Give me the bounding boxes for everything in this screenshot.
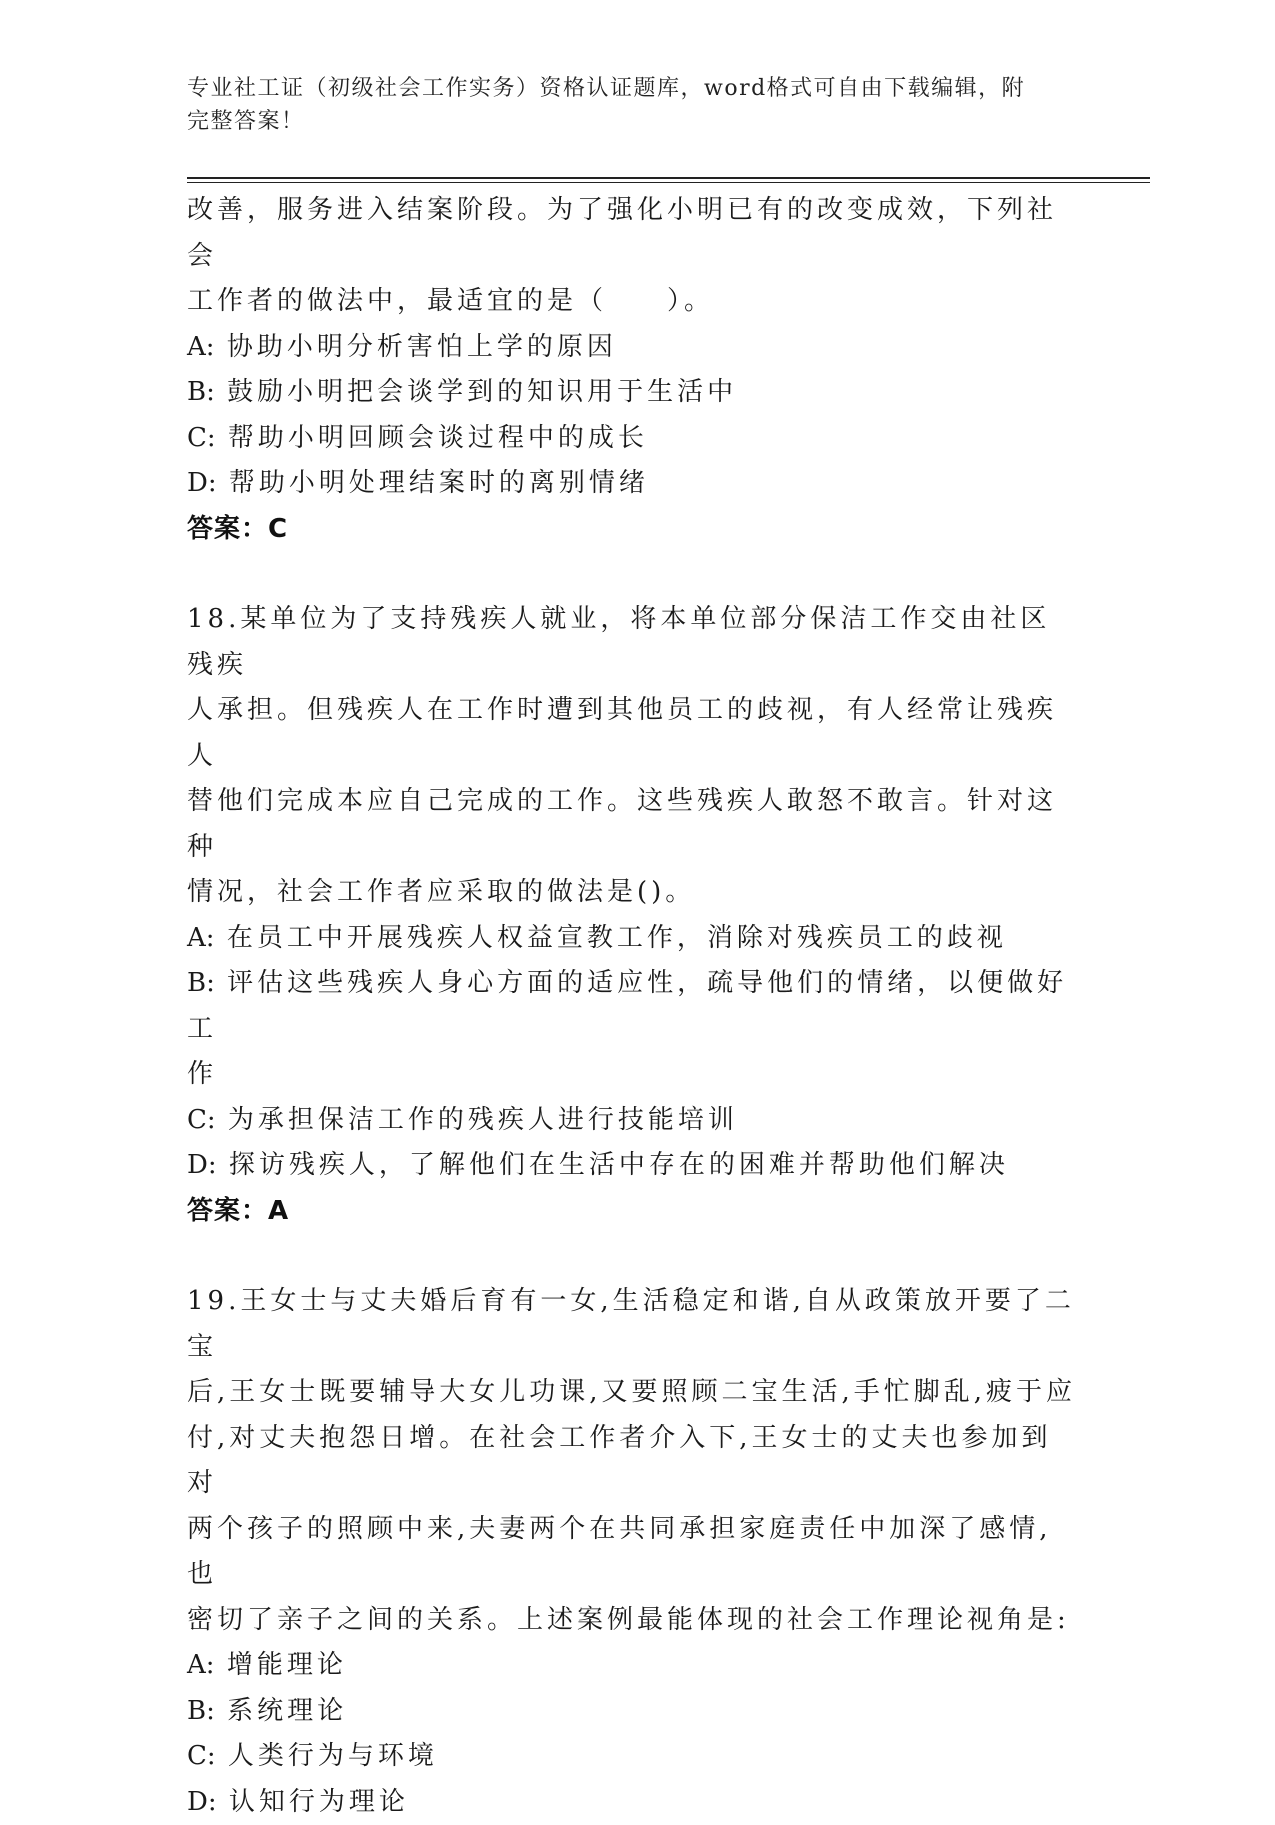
option-text: 协助小明分析害怕上学的原因 <box>227 332 617 362</box>
document-body <box>187 188 1077 1825</box>
question-19 <box>187 1279 1077 1825</box>
question-stem-line: 18.某单位为了支持残疾人就业，将本单位部分保洁工作交由社区残疾 <box>187 597 1077 688</box>
option-d <box>187 1143 1077 1189</box>
option-letter: D: <box>187 1143 217 1189</box>
option-letter: B: <box>187 370 215 416</box>
option-letter: A: <box>187 325 215 371</box>
option-text: 人类行为与环境 <box>228 1741 438 1771</box>
header-rule-thick <box>187 177 1150 179</box>
option-text: 增能理论 <box>227 1650 347 1680</box>
question-stem-line: 工作者的做法中，最适宜的是（ ）。 <box>187 279 1077 325</box>
document-header <box>187 72 1067 138</box>
option-text: 帮助小明回顾会谈过程中的成长 <box>228 423 648 453</box>
option-a <box>187 325 1077 371</box>
question-stem-line: 人承担。但残疾人在工作时遭到其他员工的歧视，有人经常让残疾人 <box>187 688 1077 779</box>
option-b <box>187 370 1077 416</box>
option-text: 评估这些残疾人身心方面的适应性，疏导他们的情绪，以便做好工 <box>187 968 1067 1044</box>
option-letter: C: <box>187 1734 216 1780</box>
question-stem-line: 替他们完成本应自己完成的工作。这些残疾人敢怒不敢言。针对这种 <box>187 779 1077 870</box>
option-letter: B: <box>187 1689 215 1735</box>
question-stem-line: 密切了亲子之间的关系。上述案例最能体现的社会工作理论视角是: <box>187 1598 1077 1644</box>
question-stem-line: 付,对丈夫抱怨日增。在社会工作者介入下,王女士的丈夫也参加到对 <box>187 1416 1077 1507</box>
spacer <box>187 552 1077 597</box>
question-stem-line: 情况，社会工作者应采取的做法是()。 <box>187 870 1077 916</box>
header-rule-thin <box>187 182 1150 183</box>
option-text: 认知行为理论 <box>229 1787 409 1817</box>
option-text: 系统理论 <box>227 1696 347 1726</box>
question-stem-line: 后,王女士既要辅导大女儿功课,又要照顾二宝生活,手忙脚乱,疲于应 <box>187 1370 1077 1416</box>
option-letter: D: <box>187 1780 217 1825</box>
option-d <box>187 461 1077 507</box>
question-stem-line: 两个孩子的照顾中来,夫妻两个在共同承担家庭责任中加深了感情,也 <box>187 1507 1077 1598</box>
answer-line: 答案：A <box>187 1189 1077 1235</box>
question-stem-line: 改善，服务进入结案阶段。为了强化小明已有的改变成效，下列社会 <box>187 188 1077 279</box>
option-letter: D: <box>187 461 217 507</box>
option-text: 帮助小明处理结案时的离别情绪 <box>229 468 649 498</box>
question-prev <box>187 188 1077 552</box>
question-stem-line: 19.王女士与丈夫婚后育有一女,生活稳定和谐,自从政策放开要了二宝 <box>187 1279 1077 1370</box>
option-text: 在员工中开展残疾人权益宣教工作，消除对残疾员工的歧视 <box>227 923 1007 953</box>
option-text: 鼓励小明把会谈学到的知识用于生活中 <box>227 377 737 407</box>
question-18 <box>187 597 1077 1234</box>
answer-line: 答案：C <box>187 507 1077 553</box>
option-d <box>187 1780 1077 1825</box>
option-c <box>187 416 1077 462</box>
option-c <box>187 1734 1077 1780</box>
option-b <box>187 1689 1077 1735</box>
option-text: 为承担保洁工作的残疾人进行技能培训 <box>228 1105 738 1135</box>
option-b <box>187 961 1077 1052</box>
header-line-2: 完整答案！ <box>187 105 1067 138</box>
option-a <box>187 916 1077 962</box>
option-b-continuation: 作 <box>187 1052 1077 1098</box>
option-letter: C: <box>187 416 216 462</box>
option-text: 探访残疾人，了解他们在生活中存在的困难并帮助他们解决 <box>229 1150 1009 1180</box>
option-letter: A: <box>187 916 215 962</box>
spacer <box>187 1234 1077 1279</box>
option-letter: B: <box>187 961 215 1007</box>
option-letter: A: <box>187 1643 215 1689</box>
option-letter: C: <box>187 1098 216 1144</box>
option-c <box>187 1098 1077 1144</box>
header-line-1: 专业社工证（初级社会工作实务）资格认证题库，word格式可自由下载编辑，附 <box>187 72 1067 105</box>
